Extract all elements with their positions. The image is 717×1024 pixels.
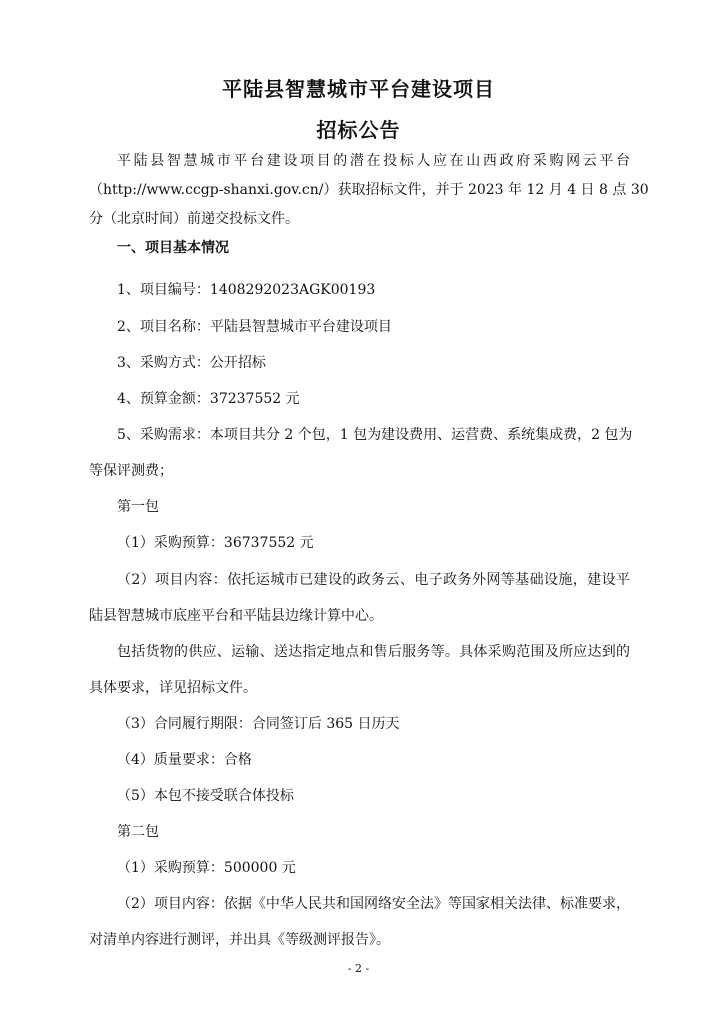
intro-line-2: （http://www.ccgp-shanxi.gov.cn/）获取招标文件，并于 2023 年 12 月 4 日 8 点 30 <box>89 182 649 198</box>
intro-line-3: 分（北京时间）前递交投标文件。 <box>89 211 299 227</box>
package-1-scope-line-2: 具体要求，详见招标文件。 <box>89 680 257 696</box>
document-title: 平陆县智慧城市平台建设项目 <box>222 77 495 101</box>
item-project-name: 2、项目名称：平陆县智慧城市平台建设项目 <box>117 319 392 335</box>
package-1-quality: （4）质量要求：合格 <box>117 752 252 768</box>
item-budget: 4、预算金额：37237552 元 <box>117 391 300 407</box>
package-1-content-line-1: （2）项目内容：依托运城市已建设的政务云、电子政务外网等基础设施，建设平 <box>117 572 630 588</box>
package-1-budget: （1）采购预算：36737552 元 <box>117 535 314 551</box>
package-1-scope-line-1: 包括货物的供应、运输、送达指定地点和售后服务等。具体采购范围及所应达到的 <box>117 644 630 660</box>
package-2-heading: 第二包 <box>117 824 159 840</box>
item-requirements-line-1: 5、采购需求：本项目共分 2 个包，1 包为建设费用、运营费、系统集成费，2 包为 <box>117 427 633 443</box>
package-1-consortium: （5）本包不接受联合体投标 <box>117 788 294 804</box>
item-requirements-line-2: 等保评测费； <box>89 463 173 479</box>
package-1-heading: 第一包 <box>117 499 159 515</box>
package-2-budget: （1）采购预算：500000 元 <box>117 860 296 876</box>
item-procurement-method: 3、采购方式：公开招标 <box>117 355 266 371</box>
package-2-content-line-1: （2）项目内容：依据《中华人民共和国网络安全法》等国家相关法律、标准要求， <box>117 896 630 912</box>
package-2-content-line-2: 对清单内容进行测评，并出具《等级测评报告》。 <box>89 932 390 948</box>
document-subtitle: 招标公告 <box>316 118 401 142</box>
page-number: - 2 - <box>347 962 370 975</box>
package-1-period: （3）合同履行期限：合同签订后 365 日历天 <box>117 716 400 732</box>
intro-line-1: 平陆县智慧城市平台建设项目的潜在投标人应在山西政府采购网云平台 <box>117 153 630 169</box>
package-1-content-line-2: 陆县智慧城市底座平台和平陆县边缘计算中心。 <box>89 608 383 624</box>
item-project-number: 1、项目编号：1408292023AGK00193 <box>117 282 376 298</box>
section-heading-basic-info: 一、项目基本情况 <box>117 240 229 256</box>
